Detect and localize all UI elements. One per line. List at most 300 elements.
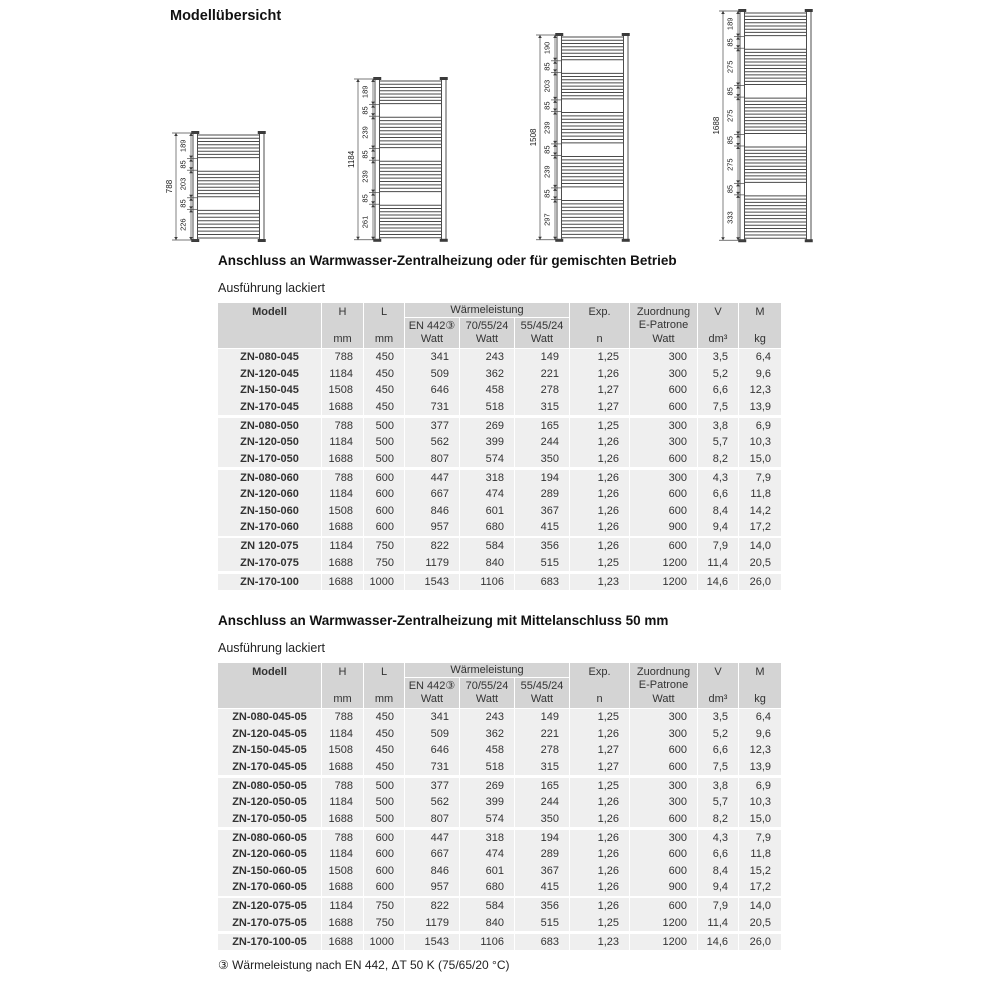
cell-value: 788 bbox=[322, 709, 363, 726]
cell-value: 1,25 bbox=[570, 349, 629, 366]
radiator-drawing-1688 bbox=[707, 8, 817, 248]
table-row bbox=[218, 863, 772, 880]
table-row bbox=[218, 778, 772, 795]
cell-value: 300 bbox=[630, 434, 697, 451]
cell-value: 6,4 bbox=[739, 349, 781, 366]
cell-value: 9,6 bbox=[739, 366, 781, 383]
cell-value: 1,26 bbox=[570, 366, 629, 383]
svg-text:85: 85 bbox=[725, 184, 735, 194]
cell-value: 9,4 bbox=[698, 879, 738, 896]
cell-value: 1,25 bbox=[570, 915, 629, 932]
col-header-en442: EN 442③ bbox=[405, 678, 459, 692]
cell-value: 26,0 bbox=[739, 934, 781, 951]
cell-value: 600 bbox=[364, 863, 404, 880]
table-row bbox=[218, 486, 772, 503]
cell-value: 362 bbox=[460, 366, 514, 383]
section-heading: Anschluss an Warmwasser-Zentralheizung mit Mittelanschluss 50 mm bbox=[218, 613, 669, 628]
cell-value: 1508 bbox=[322, 503, 363, 520]
cell-value: 509 bbox=[405, 726, 459, 743]
cell-value: 17,2 bbox=[739, 519, 781, 536]
cell-value: 318 bbox=[460, 830, 514, 847]
cell-value: 7,5 bbox=[698, 399, 738, 416]
radiator-dimension-svg bbox=[342, 76, 452, 243]
svg-text:239: 239 bbox=[360, 170, 370, 183]
svg-text:275: 275 bbox=[725, 158, 735, 171]
svg-text:85: 85 bbox=[542, 145, 552, 154]
svg-text:190: 190 bbox=[542, 41, 552, 55]
svg-text:1184: 1184 bbox=[347, 150, 356, 168]
cell-value: 683 bbox=[515, 934, 569, 951]
cell-value: 600 bbox=[630, 863, 697, 880]
cell-value: 509 bbox=[405, 366, 459, 383]
cell-value: 4,3 bbox=[698, 470, 738, 487]
row-group bbox=[218, 934, 772, 951]
cell-value: 17,2 bbox=[739, 879, 781, 896]
cell-value: 807 bbox=[405, 451, 459, 468]
cell-value: 15,0 bbox=[739, 451, 781, 468]
radiator-dimension-svg bbox=[524, 32, 634, 243]
cell-modell: ZN-120-045 bbox=[218, 366, 321, 383]
cell-value: 788 bbox=[322, 470, 363, 487]
cell-value: 450 bbox=[364, 382, 404, 399]
cell-value: 450 bbox=[364, 742, 404, 759]
unit-mm: mm bbox=[322, 332, 363, 348]
row-group bbox=[218, 709, 772, 775]
cell-value: 269 bbox=[460, 418, 514, 435]
cell-value: 1543 bbox=[405, 574, 459, 591]
unit-watt: Watt bbox=[515, 332, 569, 348]
cell-value: 12,3 bbox=[739, 742, 781, 759]
cell-modell: ZN-080-060 bbox=[218, 470, 321, 487]
cell-value: 500 bbox=[364, 778, 404, 795]
cell-value: 1688 bbox=[322, 811, 363, 828]
cell-value: 1,25 bbox=[570, 709, 629, 726]
cell-value: 1688 bbox=[322, 399, 363, 416]
cell-modell: ZN-120-060 bbox=[218, 486, 321, 503]
col-header-exp: Exp. bbox=[570, 303, 629, 332]
cell-value: 846 bbox=[405, 863, 459, 880]
cell-value: 415 bbox=[515, 519, 569, 536]
unit-kg: kg bbox=[739, 692, 781, 708]
table-row bbox=[218, 555, 772, 572]
cell-value: 788 bbox=[322, 349, 363, 366]
cell-value: 601 bbox=[460, 503, 514, 520]
cell-modell: ZN-170-075-05 bbox=[218, 915, 321, 932]
cell-value: 840 bbox=[460, 555, 514, 572]
cell-value: 350 bbox=[515, 451, 569, 468]
radiator-dimension-svg bbox=[707, 8, 817, 243]
svg-text:85: 85 bbox=[725, 136, 735, 145]
svg-text:239: 239 bbox=[542, 165, 552, 178]
cell-value: 600 bbox=[364, 486, 404, 503]
unit-dm3: dm³ bbox=[698, 692, 738, 708]
cell-value: 1,26 bbox=[570, 503, 629, 520]
col-header-m: M bbox=[739, 303, 781, 332]
unit-mm: mm bbox=[322, 692, 363, 708]
cell-value: 450 bbox=[364, 349, 404, 366]
cell-value: 840 bbox=[460, 915, 514, 932]
cell-value: 165 bbox=[515, 778, 569, 795]
col-header-v: V bbox=[698, 303, 738, 332]
cell-modell: ZN-080-045 bbox=[218, 349, 321, 366]
cell-value: 1,26 bbox=[570, 879, 629, 896]
cell-value: 450 bbox=[364, 399, 404, 416]
cell-value: 600 bbox=[364, 470, 404, 487]
cell-value: 1508 bbox=[322, 382, 363, 399]
cell-modell: ZN-080-050 bbox=[218, 418, 321, 435]
zuordnung-line1: Zuordnung bbox=[636, 306, 691, 318]
row-group bbox=[218, 470, 772, 536]
cell-value: 1508 bbox=[322, 863, 363, 880]
cell-value: 8,2 bbox=[698, 451, 738, 468]
cell-value: 600 bbox=[630, 503, 697, 520]
col-header-en442: EN 442③ bbox=[405, 318, 459, 332]
cell-value: 3,8 bbox=[698, 778, 738, 795]
cell-modell: ZN-150-060-05 bbox=[218, 863, 321, 880]
cell-value: 5,7 bbox=[698, 434, 738, 451]
cell-value: 1200 bbox=[630, 555, 697, 572]
cell-value: 1200 bbox=[630, 915, 697, 932]
svg-text:85: 85 bbox=[542, 101, 552, 110]
table-row bbox=[218, 418, 772, 435]
cell-value: 1,26 bbox=[570, 898, 629, 915]
cell-value: 1,27 bbox=[570, 399, 629, 416]
radiator-drawing-1184 bbox=[342, 76, 452, 248]
cell-modell: ZN-120-075-05 bbox=[218, 898, 321, 915]
cell-value: 1184 bbox=[322, 538, 363, 555]
cell-value: 788 bbox=[322, 830, 363, 847]
cell-value: 1,26 bbox=[570, 519, 629, 536]
cell-value: 300 bbox=[630, 366, 697, 383]
cell-value: 600 bbox=[630, 538, 697, 555]
cell-value: 750 bbox=[364, 915, 404, 932]
cell-value: 300 bbox=[630, 726, 697, 743]
cell-value: 822 bbox=[405, 538, 459, 555]
row-group bbox=[218, 830, 772, 896]
svg-text:85: 85 bbox=[178, 199, 188, 208]
cell-value: 500 bbox=[364, 794, 404, 811]
cell-value: 289 bbox=[515, 846, 569, 863]
cell-value: 6,9 bbox=[739, 778, 781, 795]
table-row bbox=[218, 879, 772, 896]
unit-watt: Watt bbox=[460, 692, 514, 708]
cell-value: 600 bbox=[630, 399, 697, 416]
svg-text:226: 226 bbox=[178, 218, 188, 231]
cell-modell: ZN-170-045-05 bbox=[218, 759, 321, 776]
table-row bbox=[218, 519, 772, 536]
col-header-v: V bbox=[698, 663, 738, 692]
cell-value: 450 bbox=[364, 726, 404, 743]
cell-value: 1179 bbox=[405, 915, 459, 932]
cell-value: 1688 bbox=[322, 555, 363, 572]
cell-value: 3,5 bbox=[698, 709, 738, 726]
table-row bbox=[218, 759, 772, 776]
radiator-drawing-788 bbox=[160, 130, 270, 248]
cell-value: 1,26 bbox=[570, 811, 629, 828]
cell-value: 149 bbox=[515, 349, 569, 366]
table-row bbox=[218, 434, 772, 451]
cell-value: 450 bbox=[364, 366, 404, 383]
section-heading: Anschluss an Warmwasser-Zentralheizung oder für gemischten Betrieb bbox=[218, 253, 677, 268]
cell-value: 1184 bbox=[322, 726, 363, 743]
cell-value: 447 bbox=[405, 470, 459, 487]
cell-value: 846 bbox=[405, 503, 459, 520]
cell-value: 731 bbox=[405, 759, 459, 776]
cell-value: 957 bbox=[405, 519, 459, 536]
cell-value: 14,6 bbox=[698, 574, 738, 591]
cell-value: 1106 bbox=[460, 574, 514, 591]
table-row bbox=[218, 830, 772, 847]
cell-value: 315 bbox=[515, 399, 569, 416]
cell-value: 244 bbox=[515, 434, 569, 451]
cell-modell: ZN-170-100-05 bbox=[218, 934, 321, 951]
zuordnung-line2: E-Patrone bbox=[638, 679, 689, 691]
cell-value: 14,2 bbox=[739, 503, 781, 520]
cell-value: 278 bbox=[515, 382, 569, 399]
svg-text:203: 203 bbox=[542, 79, 552, 93]
table-header bbox=[218, 663, 772, 708]
cell-value: 600 bbox=[630, 759, 697, 776]
cell-value: 750 bbox=[364, 538, 404, 555]
cell-value: 367 bbox=[515, 863, 569, 880]
cell-value: 362 bbox=[460, 726, 514, 743]
table-row bbox=[218, 726, 772, 743]
cell-value: 1,27 bbox=[570, 759, 629, 776]
cell-value: 447 bbox=[405, 830, 459, 847]
cell-modell: ZN-170-075 bbox=[218, 555, 321, 572]
cell-value: 1,26 bbox=[570, 726, 629, 743]
table-row bbox=[218, 915, 772, 932]
svg-text:189: 189 bbox=[725, 17, 735, 31]
cell-value: 562 bbox=[405, 794, 459, 811]
col-header-h: H bbox=[322, 303, 363, 332]
unit-watt: Watt bbox=[630, 332, 697, 348]
cell-modell: ZN-170-045 bbox=[218, 399, 321, 416]
row-group bbox=[218, 574, 772, 591]
cell-value: 515 bbox=[515, 915, 569, 932]
cell-value: 1184 bbox=[322, 486, 363, 503]
cell-value: 7,9 bbox=[739, 470, 781, 487]
col-header-waermeleistung: Wärmeleistung bbox=[405, 663, 569, 678]
cell-value: 1184 bbox=[322, 898, 363, 915]
zuordnung-line1: Zuordnung bbox=[636, 666, 691, 678]
cell-value: 600 bbox=[630, 486, 697, 503]
cell-modell: ZN-170-100 bbox=[218, 574, 321, 591]
cell-value: 1688 bbox=[322, 759, 363, 776]
cell-value: 600 bbox=[364, 503, 404, 520]
table-section-central-heating bbox=[218, 253, 772, 590]
cell-value: 600 bbox=[364, 519, 404, 536]
cell-value: 377 bbox=[405, 418, 459, 435]
cell-value: 1,26 bbox=[570, 470, 629, 487]
cell-value: 1,27 bbox=[570, 382, 629, 399]
cell-modell: ZN-080-060-05 bbox=[218, 830, 321, 847]
table-row bbox=[218, 742, 772, 759]
cell-value: 600 bbox=[364, 879, 404, 896]
cell-value: 600 bbox=[630, 846, 697, 863]
cell-value: 367 bbox=[515, 503, 569, 520]
cell-modell: ZN-170-050 bbox=[218, 451, 321, 468]
cell-value: 194 bbox=[515, 470, 569, 487]
cell-value: 7,9 bbox=[698, 538, 738, 555]
section-subheading: Ausführung lackiert bbox=[218, 641, 326, 655]
cell-value: 20,5 bbox=[739, 555, 781, 572]
cell-value: 5,2 bbox=[698, 726, 738, 743]
cell-value: 500 bbox=[364, 811, 404, 828]
cell-modell: ZN-150-045-05 bbox=[218, 742, 321, 759]
cell-value: 731 bbox=[405, 399, 459, 416]
cell-value: 1688 bbox=[322, 915, 363, 932]
row-group bbox=[218, 778, 772, 828]
cell-value: 1179 bbox=[405, 555, 459, 572]
cell-modell: ZN-150-060 bbox=[218, 503, 321, 520]
col-header-55-45-24: 55/45/24 bbox=[515, 318, 569, 332]
cell-value: 11,4 bbox=[698, 555, 738, 572]
table-row bbox=[218, 794, 772, 811]
cell-value: 7,9 bbox=[698, 898, 738, 915]
svg-text:85: 85 bbox=[542, 62, 552, 71]
row-group bbox=[218, 418, 772, 468]
cell-value: 243 bbox=[460, 349, 514, 366]
cell-value: 807 bbox=[405, 811, 459, 828]
cell-value: 3,5 bbox=[698, 349, 738, 366]
col-header-waermeleistung: Wärmeleistung bbox=[405, 303, 569, 318]
svg-text:1508: 1508 bbox=[529, 128, 538, 147]
table-body bbox=[218, 709, 772, 950]
col-header-h: H bbox=[322, 663, 363, 692]
cell-modell: ZN-120-050 bbox=[218, 434, 321, 451]
page-title: Modellübersicht bbox=[170, 8, 282, 24]
cell-value: 574 bbox=[460, 811, 514, 828]
cell-value: 474 bbox=[460, 486, 514, 503]
cell-value: 300 bbox=[630, 709, 697, 726]
cell-value: 9,4 bbox=[698, 519, 738, 536]
cell-value: 750 bbox=[364, 555, 404, 572]
cell-value: 900 bbox=[630, 519, 697, 536]
cell-value: 399 bbox=[460, 794, 514, 811]
cell-value: 584 bbox=[460, 898, 514, 915]
row-group bbox=[218, 349, 772, 415]
cell-value: 458 bbox=[460, 382, 514, 399]
unit-mm: mm bbox=[364, 332, 404, 348]
cell-value: 1000 bbox=[364, 934, 404, 951]
table-row bbox=[218, 898, 772, 915]
svg-text:85: 85 bbox=[725, 38, 735, 47]
cell-value: 667 bbox=[405, 846, 459, 863]
col-header-70-55-24: 70/55/24 bbox=[460, 318, 514, 332]
cell-value: 683 bbox=[515, 574, 569, 591]
cell-value: 957 bbox=[405, 879, 459, 896]
cell-value: 10,3 bbox=[739, 434, 781, 451]
table-row bbox=[218, 811, 772, 828]
cell-value: 458 bbox=[460, 742, 514, 759]
cell-value: 1184 bbox=[322, 846, 363, 863]
cell-value: 1688 bbox=[322, 934, 363, 951]
row-group bbox=[218, 898, 772, 931]
cell-modell: ZN-080-045-05 bbox=[218, 709, 321, 726]
svg-text:85: 85 bbox=[542, 189, 552, 198]
col-header-modell: Modell bbox=[218, 663, 321, 708]
table-row bbox=[218, 709, 772, 726]
cell-value: 1,26 bbox=[570, 486, 629, 503]
cell-value: 1184 bbox=[322, 794, 363, 811]
cell-value: 6,4 bbox=[739, 709, 781, 726]
cell-value: 11,8 bbox=[739, 846, 781, 863]
cell-value: 1543 bbox=[405, 934, 459, 951]
cell-value: 584 bbox=[460, 538, 514, 555]
cell-value: 377 bbox=[405, 778, 459, 795]
cell-value: 318 bbox=[460, 470, 514, 487]
cell-value: 6,9 bbox=[739, 418, 781, 435]
cell-value: 1,23 bbox=[570, 934, 629, 951]
svg-text:297: 297 bbox=[542, 213, 552, 226]
cell-value: 1,26 bbox=[570, 863, 629, 880]
cell-value: 341 bbox=[405, 349, 459, 366]
table-row bbox=[218, 574, 772, 591]
cell-value: 14,0 bbox=[739, 898, 781, 915]
unit-mm: mm bbox=[364, 692, 404, 708]
cell-value: 6,6 bbox=[698, 742, 738, 759]
cell-value: 788 bbox=[322, 418, 363, 435]
cell-value: 1688 bbox=[322, 519, 363, 536]
cell-value: 1,26 bbox=[570, 830, 629, 847]
cell-value: 415 bbox=[515, 879, 569, 896]
cell-value: 6,6 bbox=[698, 486, 738, 503]
cell-value: 1184 bbox=[322, 366, 363, 383]
row-group bbox=[218, 538, 772, 571]
cell-value: 600 bbox=[364, 846, 404, 863]
cell-value: 300 bbox=[630, 418, 697, 435]
col-header-l: L bbox=[364, 663, 404, 692]
cell-value: 1000 bbox=[364, 574, 404, 591]
cell-modell: ZN-170-050-05 bbox=[218, 811, 321, 828]
cell-value: 356 bbox=[515, 538, 569, 555]
table-header bbox=[218, 303, 772, 348]
cell-value: 518 bbox=[460, 399, 514, 416]
cell-value: 1,26 bbox=[570, 538, 629, 555]
cell-value: 300 bbox=[630, 778, 697, 795]
col-header-zuordnung bbox=[630, 663, 697, 692]
cell-value: 5,2 bbox=[698, 366, 738, 383]
cell-value: 1,25 bbox=[570, 778, 629, 795]
svg-text:788: 788 bbox=[165, 179, 174, 194]
cell-value: 500 bbox=[364, 434, 404, 451]
cell-value: 750 bbox=[364, 898, 404, 915]
cell-value: 1,23 bbox=[570, 574, 629, 591]
svg-text:261: 261 bbox=[360, 215, 370, 229]
cell-value: 680 bbox=[460, 519, 514, 536]
cell-value: 221 bbox=[515, 366, 569, 383]
cell-value: 13,9 bbox=[739, 399, 781, 416]
col-header-70-55-24: 70/55/24 bbox=[460, 678, 514, 692]
svg-text:333: 333 bbox=[725, 211, 735, 224]
cell-modell: ZN-170-060 bbox=[218, 519, 321, 536]
cell-value: 165 bbox=[515, 418, 569, 435]
svg-text:85: 85 bbox=[178, 160, 188, 169]
cell-value: 1,26 bbox=[570, 451, 629, 468]
cell-value: 3,8 bbox=[698, 418, 738, 435]
unit-watt: Watt bbox=[460, 332, 514, 348]
cell-value: 1106 bbox=[460, 934, 514, 951]
cell-value: 8,2 bbox=[698, 811, 738, 828]
unit-n: n bbox=[570, 332, 629, 348]
cell-value: 15,0 bbox=[739, 811, 781, 828]
cell-value: 6,6 bbox=[698, 846, 738, 863]
cell-value: 646 bbox=[405, 382, 459, 399]
svg-text:275: 275 bbox=[725, 60, 735, 74]
cell-value: 194 bbox=[515, 830, 569, 847]
cell-value: 450 bbox=[364, 709, 404, 726]
